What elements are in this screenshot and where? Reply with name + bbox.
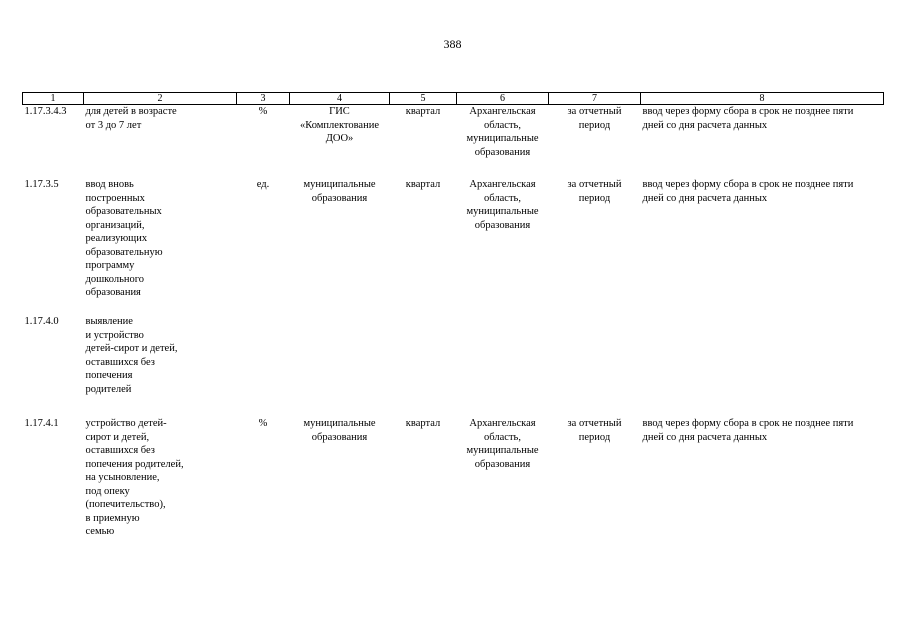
column-header-7: 7 [549,93,641,105]
column-header-6: 6 [457,93,549,105]
indicator-code: 1.17.3.5 [24,179,59,190]
column-header-1: 1 [23,93,84,105]
indicator-method: ввод через форму сбора в срок не позднее пяти дней со дня расчета данных [642,106,854,131]
indicator-unit: ед. [256,179,270,190]
column-header-2: 2 [84,93,237,105]
indicator-code: 1.17.3.4.3 [24,106,67,117]
indicator-level: Архангельская область, муниципальные образования [466,179,539,231]
page-number: 388 [443,37,462,51]
indicator-name: для детей в возрасте от 3 до 7 лет [85,106,177,131]
indicator-period: квартал [405,179,441,190]
table-row [23,105,884,179]
indicators-table [22,92,884,547]
indicator-code: 1.17.4.0 [24,316,59,327]
indicator-unit: % [258,106,268,117]
indicator-name: устройство детей- сирот и детей, оставшихся без попечения родителей, на усыновление, под опеку (попечительство), в приемную семью [85,418,184,537]
indicator-code: 1.17.4.1 [24,418,59,429]
indicator-method: ввод через форму сбора в срок не позднее пяти дней со дня расчета данных [642,418,854,443]
indicator-term [549,315,641,417]
header-row [23,93,884,105]
indicator-name: ввод вновь построенных образовательных организаций, реализующих образовательную программу дошкольного образования [85,179,163,298]
indicator-name: выявление и устройство детей-сирот и детей, оставшихся без попечения родителей [85,316,178,395]
column-header-5: 5 [390,93,457,105]
indicator-source: муниципальные образования [303,179,376,204]
indicator-unit [237,315,290,417]
indicator-period: квартал [405,106,441,117]
table-row [23,178,884,315]
indicator-source [290,315,390,417]
indicator-method [641,315,884,417]
indicator-method: ввод через форму сбора в срок не позднее пяти дней со дня расчета данных [642,179,854,204]
indicator-source: ГИС «Комплектование ДОО» [300,106,379,144]
indicator-unit: % [258,418,268,429]
indicator-level [457,315,549,417]
indicator-term: за отчетный период [567,418,622,443]
table-row [23,417,884,547]
indicator-source: муниципальные образования [303,418,376,443]
indicator-term: за отчетный период [567,179,622,204]
column-header-4: 4 [290,93,390,105]
indicator-period: квартал [405,418,441,429]
column-header-8: 8 [641,93,884,105]
column-header-3: 3 [237,93,290,105]
indicator-term: за отчетный период [567,106,622,131]
indicator-level: Архангельская область, муниципальные образования [466,418,539,470]
indicator-level: Архангельская область, муниципальные образования [466,106,539,158]
table-row [23,315,884,417]
indicator-period [390,315,457,417]
